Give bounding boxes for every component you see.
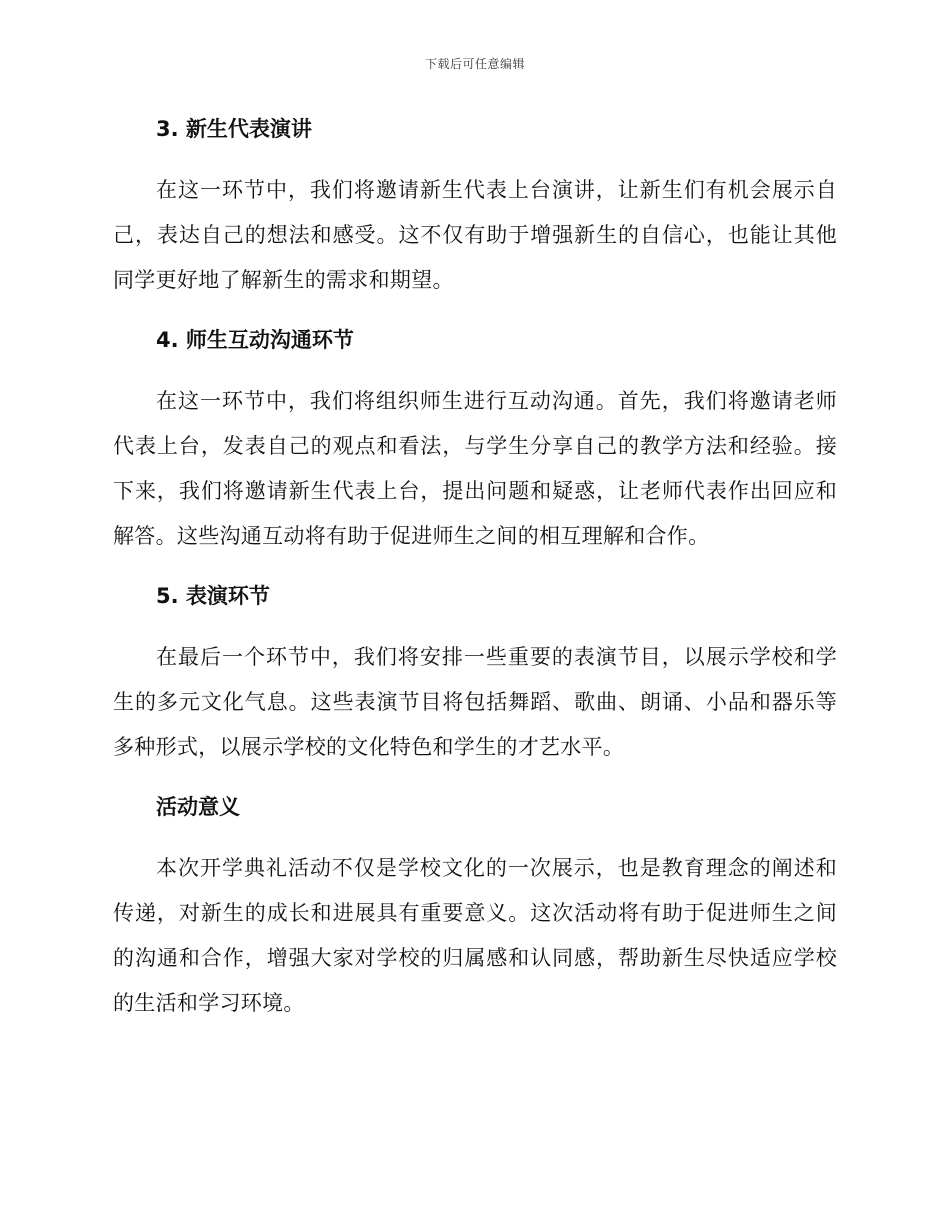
section-heading-speech: 3. 新生代表演讲 (156, 117, 312, 141)
section-paragraph-significance: 本次开学典礼活动不仅是学校文化的一次展示，也是教育理念的阐述和传递，对新生的成长和进展具有重要意义。这次活动将有助于促进师生之间的沟通和合作，增强大家对学校的归属感和认同感，帮助新生尽快适应学校的生活和学习环境。 (113, 856, 837, 1015)
header-note: 下载后可任意编辑 (424, 57, 525, 71)
section-paragraph-performance: 在最后一个环节中，我们将安排一些重要的表演节目，以展示学校和学生的多元文化气息。这些表演节目将包括舞蹈、歌曲、朗诵、小品和器乐等多种形式，以展示学校的文化特色和学生的才艺水平。 (113, 645, 837, 759)
document-body (113, 110, 837, 1026)
section-heading-interaction: 4. 师生互动沟通环节 (156, 328, 354, 352)
section-paragraph-interaction: 在这一环节中，我们将组织师生进行互动沟通。首先，我们将邀请老师代表上台，发表自己的观点和看法，与学生分享自己的教学方法和经验。接下来，我们将邀请新生代表上台，提出问题和疑惑，让老师代表作出回应和解答。这些沟通互动将有助于促进师生之间的相互理解和合作。 (113, 389, 837, 548)
section-heading-significance: 活动意义 (156, 795, 240, 819)
section-heading-performance: 5. 表演环节 (156, 584, 270, 608)
section-paragraph-speech: 在这一环节中，我们将邀请新生代表上台演讲，让新生们有机会展示自己，表达自己的想法和感受。这不仅有助于增强新生的自信心，也能让其他同学更好地了解新生的需求和期望。 (113, 178, 837, 292)
